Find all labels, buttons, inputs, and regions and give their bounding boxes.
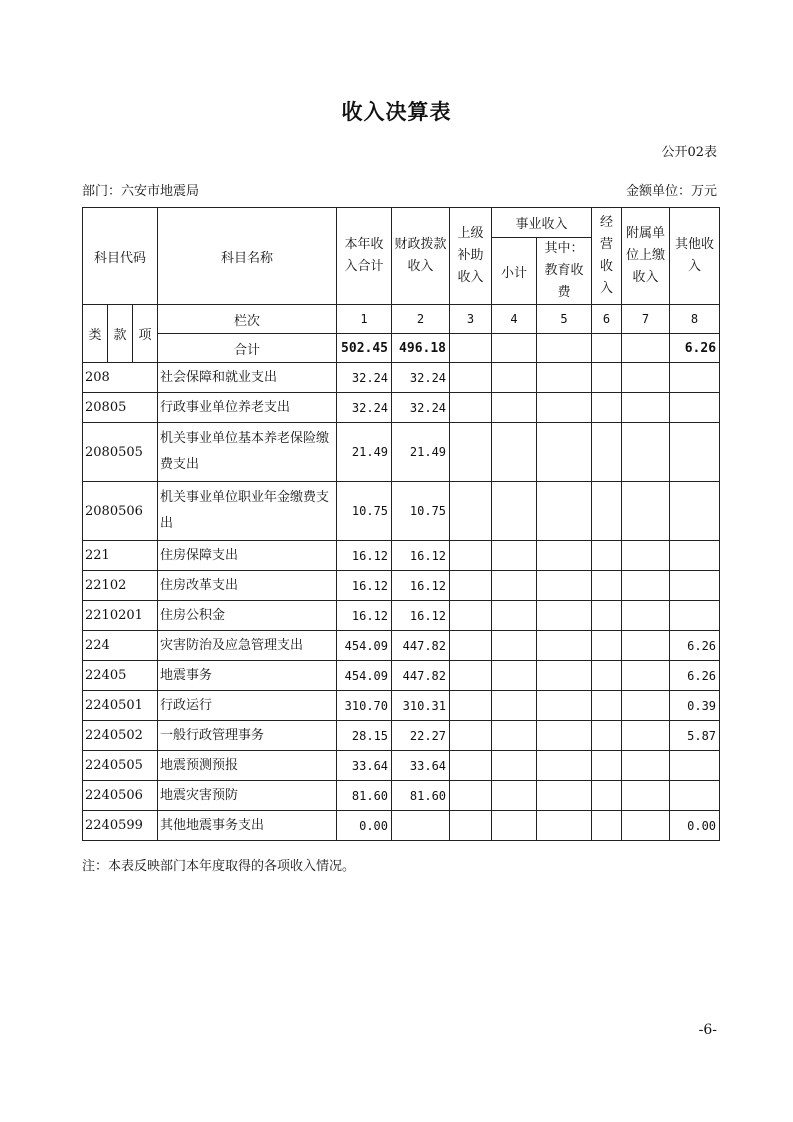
amount-unit-label: 金额单位：万元 — [625, 184, 717, 199]
empty-cell — [537, 571, 592, 601]
empty-cell — [592, 631, 622, 661]
row-code: 2080505 — [83, 423, 158, 482]
row-other: 6.26 — [670, 631, 720, 661]
row-code: 2240505 — [83, 751, 158, 781]
empty-cell — [622, 811, 670, 841]
total-row-other: 6.26 — [670, 334, 720, 363]
empty-cell — [537, 781, 592, 811]
header-code: 科目代码 — [83, 208, 158, 305]
table-row — [83, 482, 720, 541]
header-subtotal: 小计 — [492, 238, 537, 305]
table-row — [83, 781, 720, 811]
row-fiscal: 33.64 — [392, 751, 450, 781]
row-other: 0.00 — [670, 811, 720, 841]
empty-cell — [492, 691, 537, 721]
row-other — [670, 571, 720, 601]
row-fiscal: 32.24 — [392, 363, 450, 393]
row-other: 6.26 — [670, 661, 720, 691]
empty-cell — [450, 482, 492, 541]
total-row-total: 502.45 — [337, 334, 392, 363]
row-code: 224 — [83, 631, 158, 661]
empty-cell — [450, 393, 492, 423]
empty-cell — [592, 811, 622, 841]
row-total: 454.09 — [337, 661, 392, 691]
empty-cell — [622, 751, 670, 781]
empty-cell — [537, 601, 592, 631]
header-total: 本年收入合计 — [337, 208, 392, 305]
row-other: 5.87 — [670, 721, 720, 751]
header-business: 事业收入 — [492, 208, 592, 238]
row-code: 208 — [83, 363, 158, 393]
row-fiscal: 16.12 — [392, 601, 450, 631]
row-total: 32.24 — [337, 393, 392, 423]
empty-cell — [622, 363, 670, 393]
empty-cell — [537, 661, 592, 691]
row-other — [670, 601, 720, 631]
empty-cell — [592, 751, 622, 781]
empty-cell — [492, 541, 537, 571]
row-other — [670, 541, 720, 571]
row-name: 行政事业单位养老支出 — [158, 393, 337, 423]
empty-cell — [537, 691, 592, 721]
table-row — [83, 811, 720, 841]
table-row — [83, 751, 720, 781]
row-code: 2080506 — [83, 482, 158, 541]
row-other — [670, 751, 720, 781]
col-number: 7 — [622, 305, 670, 334]
row-total: 21.49 — [337, 423, 392, 482]
empty-cell — [492, 661, 537, 691]
header-operating: 经营收入 — [592, 208, 622, 305]
row-name: 灾害防治及应急管理支出 — [158, 631, 337, 661]
empty-cell — [450, 601, 492, 631]
row-code: 20805 — [83, 393, 158, 423]
empty-cell — [492, 721, 537, 751]
row-name: 其他地震事务支出 — [158, 811, 337, 841]
empty-cell — [622, 393, 670, 423]
row-code: 2240501 — [83, 691, 158, 721]
col-number: 2 — [392, 305, 450, 334]
table-row — [83, 631, 720, 661]
row-fiscal: 81.60 — [392, 781, 450, 811]
empty-cell — [592, 691, 622, 721]
row-fiscal: 22.27 — [392, 721, 450, 751]
row-name: 地震事务 — [158, 661, 337, 691]
table-row — [83, 363, 720, 393]
row-total: 10.75 — [337, 482, 392, 541]
row-fiscal: 16.12 — [392, 571, 450, 601]
empty-cell — [492, 811, 537, 841]
empty-cell — [622, 691, 670, 721]
report-title: 收入决算表 — [341, 100, 452, 124]
row-fiscal: 16.12 — [392, 541, 450, 571]
empty-cell — [450, 571, 492, 601]
empty-cell — [492, 751, 537, 781]
table-row — [83, 601, 720, 631]
col-number: 4 — [492, 305, 537, 334]
row-total: 310.70 — [337, 691, 392, 721]
row-name: 机关事业单位职业年金缴费支出 — [158, 482, 337, 541]
row-fiscal: 447.82 — [392, 661, 450, 691]
empty-cell — [622, 661, 670, 691]
empty-cell — [622, 571, 670, 601]
empty-cell — [450, 363, 492, 393]
table-note: 注：本表反映部门本年度取得的各项收入情况。 — [82, 859, 356, 874]
row-total: 28.15 — [337, 721, 392, 751]
row-fiscal — [392, 811, 450, 841]
row-other: 0.39 — [670, 691, 720, 721]
empty-cell — [537, 482, 592, 541]
table-row — [83, 571, 720, 601]
page-number: -6- — [698, 1022, 717, 1038]
row-name: 一般行政管理事务 — [158, 721, 337, 751]
empty-cell — [537, 751, 592, 781]
empty-cell — [622, 781, 670, 811]
empty-cell — [592, 781, 622, 811]
header-education: 其中：教育收费 — [537, 238, 592, 305]
empty-cell — [537, 721, 592, 751]
row-name: 机关事业单位基本养老保险缴费支出 — [158, 423, 337, 482]
empty-cell — [592, 661, 622, 691]
row-code: 2240506 — [83, 781, 158, 811]
row-total: 32.24 — [337, 363, 392, 393]
row-fiscal: 21.49 — [392, 423, 450, 482]
empty-cell — [592, 571, 622, 601]
empty-cell — [450, 811, 492, 841]
header-fiscal: 财政拨款收入 — [392, 208, 450, 305]
empty-cell — [450, 751, 492, 781]
col-number: 5 — [537, 305, 592, 334]
row-other — [670, 423, 720, 482]
empty-cell — [492, 571, 537, 601]
row-total: 0.00 — [337, 811, 392, 841]
empty-cell — [492, 781, 537, 811]
row-name: 行政运行 — [158, 691, 337, 721]
empty-cell — [450, 541, 492, 571]
empty-cell — [537, 363, 592, 393]
table-row — [83, 393, 720, 423]
row-total: 81.60 — [337, 781, 392, 811]
empty-cell — [450, 423, 492, 482]
empty-cell — [492, 631, 537, 661]
empty-cell — [492, 393, 537, 423]
empty-cell — [622, 631, 670, 661]
total-row-fiscal: 496.18 — [392, 334, 450, 363]
empty-cell — [592, 721, 622, 751]
empty-cell — [622, 721, 670, 751]
row-other — [670, 363, 720, 393]
row-code: 221 — [83, 541, 158, 571]
row-other — [670, 482, 720, 541]
table-row — [83, 541, 720, 571]
empty-cell — [592, 482, 622, 541]
row-total: 454.09 — [337, 631, 392, 661]
header-kuan: 款 — [108, 305, 133, 363]
col-number: 8 — [670, 305, 720, 334]
empty-cell — [592, 393, 622, 423]
empty-cell — [537, 423, 592, 482]
total-row-label: 合计 — [158, 334, 337, 363]
col-number: 6 — [592, 305, 622, 334]
empty-cell — [450, 631, 492, 661]
header-lei: 类 — [83, 305, 108, 363]
table-row — [83, 691, 720, 721]
header-xiang: 项 — [133, 305, 158, 363]
row-total: 16.12 — [337, 541, 392, 571]
row-total: 33.64 — [337, 751, 392, 781]
row-total: 16.12 — [337, 571, 392, 601]
empty-cell — [537, 541, 592, 571]
header-lanci: 栏次 — [158, 305, 337, 334]
income-table — [82, 207, 720, 841]
header-other: 其他收入 — [670, 208, 720, 305]
header-superior: 上级补助收入 — [450, 208, 492, 305]
table-row — [83, 661, 720, 691]
empty-cell — [492, 363, 537, 393]
header-affiliated: 附属单位上缴收入 — [622, 208, 670, 305]
empty-cell — [450, 661, 492, 691]
row-fiscal: 10.75 — [392, 482, 450, 541]
empty-cell — [450, 721, 492, 751]
department-label: 部门：六安市地震局 — [82, 184, 200, 199]
empty-cell — [450, 691, 492, 721]
row-fiscal: 310.31 — [392, 691, 450, 721]
row-code: 2210201 — [83, 601, 158, 631]
header-name: 科目名称 — [158, 208, 337, 305]
row-name: 地震预测预报 — [158, 751, 337, 781]
empty-cell — [537, 393, 592, 423]
row-name: 住房保障支出 — [158, 541, 337, 571]
row-code: 22405 — [83, 661, 158, 691]
row-code: 2240599 — [83, 811, 158, 841]
table-row — [83, 423, 720, 482]
row-fiscal: 32.24 — [392, 393, 450, 423]
row-other — [670, 393, 720, 423]
empty-cell — [537, 631, 592, 661]
empty-cell — [592, 423, 622, 482]
row-code: 22102 — [83, 571, 158, 601]
empty-cell — [492, 601, 537, 631]
empty-cell — [622, 541, 670, 571]
row-name: 住房公积金 — [158, 601, 337, 631]
row-fiscal: 447.82 — [392, 631, 450, 661]
empty-cell — [492, 423, 537, 482]
empty-cell — [492, 482, 537, 541]
empty-cell — [592, 541, 622, 571]
row-other — [670, 781, 720, 811]
empty-cell — [450, 781, 492, 811]
empty-cell — [592, 601, 622, 631]
row-total: 16.12 — [337, 601, 392, 631]
empty-cell — [592, 363, 622, 393]
col-number: 1 — [337, 305, 392, 334]
row-code: 2240502 — [83, 721, 158, 751]
row-name: 社会保障和就业支出 — [158, 363, 337, 393]
empty-cell — [537, 811, 592, 841]
row-name: 地震灾害预防 — [158, 781, 337, 811]
empty-cell — [622, 423, 670, 482]
row-name: 住房改革支出 — [158, 571, 337, 601]
col-number: 3 — [450, 305, 492, 334]
table-row — [83, 721, 720, 751]
form-number: 公开02表 — [661, 145, 717, 160]
empty-cell — [622, 482, 670, 541]
empty-cell — [622, 601, 670, 631]
